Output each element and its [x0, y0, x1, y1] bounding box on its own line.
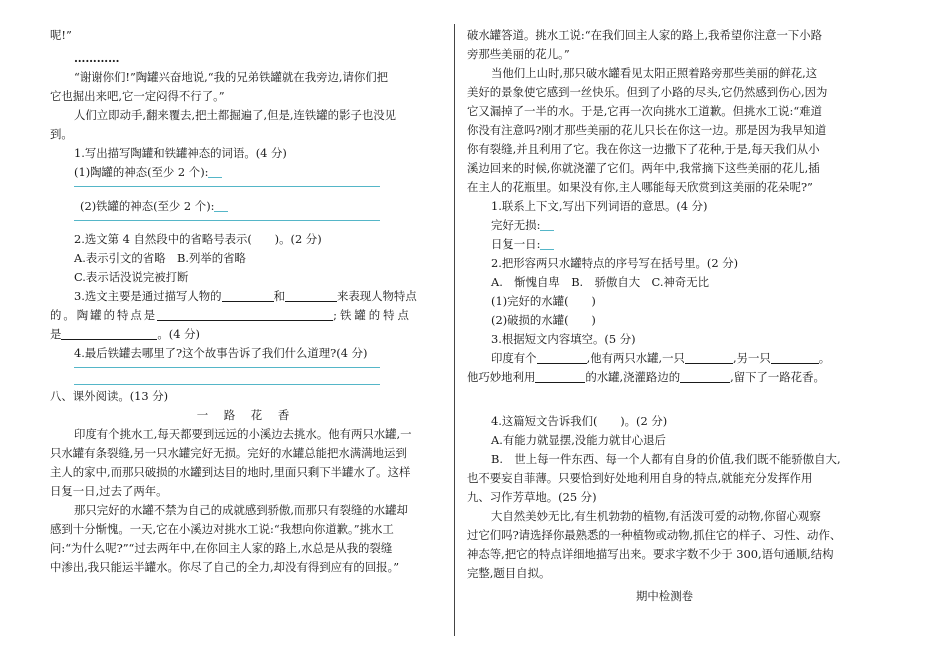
question-1a-prompt: [50, 165, 442, 181]
question-4-title: 4.这篇短文告诉我们( )。(2 分): [491, 414, 668, 428]
writing-prompt-line: 过它们吗?请选择你最熟悉的一种植物或动物,抓住它的样子、习性、动作、: [467, 528, 842, 542]
answer-blank[interactable]: [61, 327, 157, 340]
story-line: 日复一日,过去了两年。: [50, 484, 168, 498]
ellipsis-line: …………: [74, 51, 120, 65]
word-2-prompt: [467, 237, 862, 253]
story-line: 只水罐有条裂缝,另一只水罐完好无损。完好的水罐总能把水满满地运到: [50, 446, 407, 460]
q3-text: 他巧妙地利用: [467, 370, 536, 384]
answer-blank[interactable]: [285, 289, 337, 302]
question-2-title: 2.选文第 4 自然段中的省略号表示( )。(2 分): [74, 232, 322, 246]
answer-line[interactable]: [74, 220, 380, 221]
answer-line[interactable]: [74, 367, 380, 368]
question-3-line-1: [467, 351, 862, 367]
question-3-line-2: [50, 308, 442, 324]
q3-text: 是: [50, 327, 62, 341]
q3-text: ;铁罐的特点: [333, 308, 412, 322]
question-2-options-ab: A.表示引文的省略 B.列举的省略: [74, 251, 246, 265]
section-8-heading: 八、课外阅读。(13 分): [50, 389, 169, 403]
story-line: 中渗出,我只能运半罐水。你尽了自己的全力,却没有得到应有的回报。”: [50, 560, 400, 574]
q3-text: 。: [818, 351, 831, 365]
page-footer: 期中检测卷: [636, 589, 693, 603]
q3-text: 。(4 分): [157, 327, 200, 341]
story-line: 你有裂缝,并且利用了它。我在你这一边撒下了花种,于是,每天我们从小: [467, 142, 820, 156]
text-line: 它也掘出来吧,它一定闷得不行了。”: [50, 89, 225, 103]
question-3-line-1: [50, 289, 442, 305]
text-line: “谢谢你们!”陶罐兴奋地说,“我的兄弟铁罐就在我旁边,请你们把: [74, 70, 389, 84]
question-4-option-b-cont: 也不要妄自菲薄。只要恰到好处地利用自身的特点,就能充分发挥作用: [467, 471, 813, 485]
question-1-title: 1.写出描写陶罐和铁罐神态的词语。(4 分): [74, 146, 287, 160]
story-line: 那只完好的水罐不禁为自己的成就感到骄傲,而那只有裂缝的水罐却: [74, 503, 408, 517]
q3-text: 的水罐,浇灌路边的: [585, 370, 681, 384]
section-9-heading: 九、习作芳草地。(25 分): [467, 490, 597, 504]
q3-text: 3.选文主要是通过描写人物的: [74, 289, 222, 303]
writing-prompt-line: 完整,题目自拟。: [467, 566, 551, 580]
answer-line[interactable]: [74, 186, 380, 187]
question-4-option-a: A.有能力就显摆,没能力就甘心退后: [491, 433, 666, 447]
answer-line[interactable]: [74, 384, 380, 385]
q3-text: ,他有两只水罐,一只: [586, 351, 685, 365]
answer-blank[interactable]: [208, 165, 222, 178]
column-divider: [454, 24, 455, 636]
word-1-label: 完好无损:: [491, 218, 541, 232]
q3-text: 和: [273, 289, 285, 303]
writing-prompt-line: 神态等,把它的特点详细地描写出来。要求字数不少于 300,语句通顺,结构: [467, 547, 834, 561]
word-2-label: 日复一日:: [491, 237, 541, 251]
answer-blank[interactable]: [157, 308, 333, 321]
story-line: 它又漏掉了一半的水。于是,它再一次向挑水工道歉。但挑水工说:“难道: [467, 104, 823, 118]
answer-blank[interactable]: [771, 351, 819, 364]
question-2-item-1: (1)完好的水罐( ): [491, 294, 596, 308]
text-line: 到。: [50, 127, 73, 141]
question-4-title: 4.最后铁罐去哪里了?这个故事告诉了我们什么道理?(4 分): [74, 346, 368, 360]
question-4-option-b: B. 世上每一件东西、每一个人都有自身的价值,我们既不能骄傲自大,: [491, 452, 841, 466]
question-1b-label: (2)铁罐的神态(至少 2 个):: [80, 199, 215, 213]
q3-text: 印度有个: [491, 351, 537, 365]
story-line: 你没有注意吗?刚才那些美丽的花儿只长在你这一边。那是因为我早知道: [467, 123, 827, 137]
word-1-prompt: [467, 218, 862, 234]
story-line: 主人的家中,而那只破损的水罐到达目的地时,里面只剩下半罐水了。这样: [50, 465, 411, 479]
story-line: 感到十分惭愧。一天,它在小溪边对挑水工说:“我想向你道歉。”挑水工: [50, 522, 394, 536]
answer-blank[interactable]: [214, 199, 228, 212]
q3-text: ,留下了一路花香。: [730, 370, 825, 384]
answer-blank[interactable]: [222, 289, 274, 302]
story-line: 问:“为什么呢?”“过去两年中,在你回主人家的路上,水总是从我的裂缝: [50, 541, 393, 555]
text-line: 人们立即动手,翻来覆去,把土都掘遍了,但是,连铁罐的影子也没见: [74, 108, 397, 122]
story-line: 美好的景象使它感到一丝快乐。但到了小路的尽头,它仍然感到伤心,因为: [467, 85, 828, 99]
question-2-options: A. 惭愧自卑 B. 骄傲自大 C.神奇无比: [491, 275, 710, 289]
question-1a-label: (1)陶罐的神态(至少 2 个):: [74, 165, 209, 179]
story-title: 一 路 花 香: [196, 408, 296, 422]
answer-blank[interactable]: [680, 370, 730, 383]
question-2-option-c: C.表示话没说完被打断: [74, 270, 189, 284]
writing-prompt-line: 大自然美妙无比,有生机勃勃的植物,有活泼可爱的动物,你留心观察: [491, 509, 821, 523]
story-line: 在主人的花瓶里。如果没有你,主人哪能每天欣赏到这美丽的花朵呢?”: [467, 180, 813, 194]
q3-text: 来表现人物特点: [336, 289, 417, 303]
answer-blank[interactable]: [540, 237, 554, 250]
story-line: 旁那些美丽的花儿。”: [467, 47, 570, 61]
question-1-title: 1.联系上下文,写出下列词语的意思。(4 分): [491, 199, 708, 213]
story-line: 溪边回来的时候,你就浇灌了它们。两年中,我常摘下这些美丽的花儿,插: [467, 161, 820, 175]
answer-blank[interactable]: [537, 351, 587, 364]
story-line: 破水罐答道。挑水工说:“在我们回主人家的路上,我希望你注意一下小路: [467, 28, 823, 42]
text-line: 呢!”: [50, 28, 72, 42]
q3-text: 的。陶罐的特点是: [50, 308, 158, 322]
question-3-title: 3.根据短文内容填空。(5 分): [491, 332, 636, 346]
question-2-title: 2.把形容两只水罐特点的序号写在括号里。(2 分): [491, 256, 739, 270]
question-2-item-2: (2)破损的水罐( ): [491, 313, 596, 327]
answer-blank[interactable]: [540, 218, 554, 231]
story-line: 印度有个挑水工,每天都要到远远的小溪边去挑水。他有两只水罐,一: [74, 427, 412, 441]
q3-text: ,另一只: [732, 351, 771, 365]
answer-blank[interactable]: [685, 351, 733, 364]
answer-blank[interactable]: [535, 370, 585, 383]
question-3-line-2: [467, 370, 862, 386]
story-line: 当他们上山时,那只破水罐看见太阳正照着路旁那些美丽的鲜花,这: [491, 66, 818, 80]
question-1b-prompt: [50, 199, 442, 215]
question-3-line-3: [50, 327, 442, 343]
